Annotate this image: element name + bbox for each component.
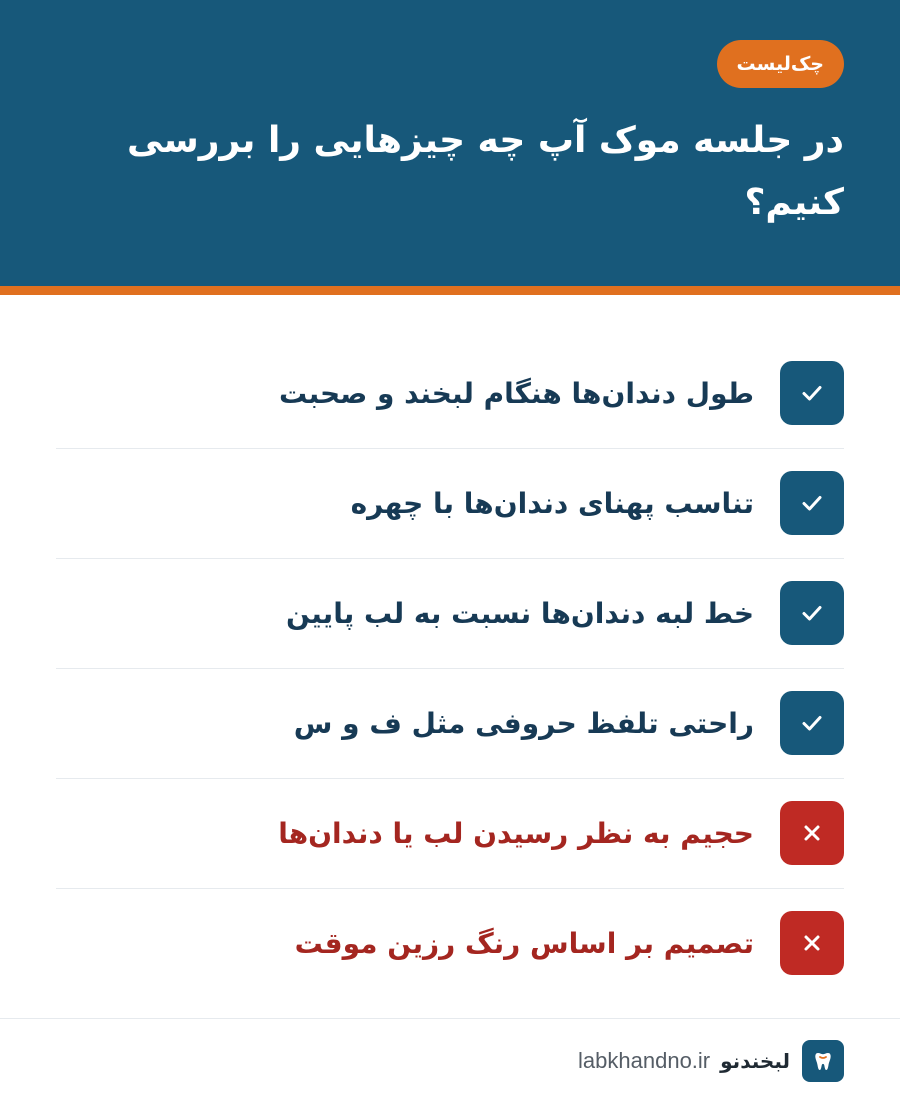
x-icon xyxy=(780,801,844,865)
list-item xyxy=(56,448,844,558)
list-item xyxy=(56,888,844,998)
list-item xyxy=(56,558,844,668)
list-item-text: راحتی تلفظ حروفی مثل ف و س xyxy=(293,706,754,740)
list-item-text: طول دندان‌ها هنگام لبخند و صحبت xyxy=(278,376,754,410)
check-icon xyxy=(780,691,844,755)
check-icon xyxy=(780,471,844,535)
footer xyxy=(578,1040,844,1082)
check-icon xyxy=(780,581,844,645)
brand-domain: labkhandno.ir xyxy=(578,1048,711,1073)
list-item-text: خط لبه دندان‌ها نسبت به لب پایین xyxy=(286,596,754,630)
check-icon xyxy=(780,361,844,425)
list-item-text: تناسب پهنای دندان‌ها با چهره xyxy=(350,486,754,520)
list-item xyxy=(56,778,844,888)
header-accent-line xyxy=(0,286,900,295)
checklist-badge: چک‌لیست xyxy=(717,40,845,88)
checklist xyxy=(56,338,844,998)
list-item xyxy=(56,338,844,448)
list-item xyxy=(56,668,844,778)
tooth-icon xyxy=(802,1040,844,1082)
list-item-text: حجیم به نظر رسیدن لب یا دندان‌ها xyxy=(278,816,754,850)
x-icon xyxy=(780,911,844,975)
list-item-text: تصمیم بر اساس رنگ رزین موقت xyxy=(294,926,754,960)
brand-name: لبخندنو xyxy=(720,1049,790,1073)
footer-divider xyxy=(0,1018,900,1019)
page-title: در جلسه موک آپ چه چیزهایی را بررسی کنیم؟ xyxy=(126,120,844,223)
